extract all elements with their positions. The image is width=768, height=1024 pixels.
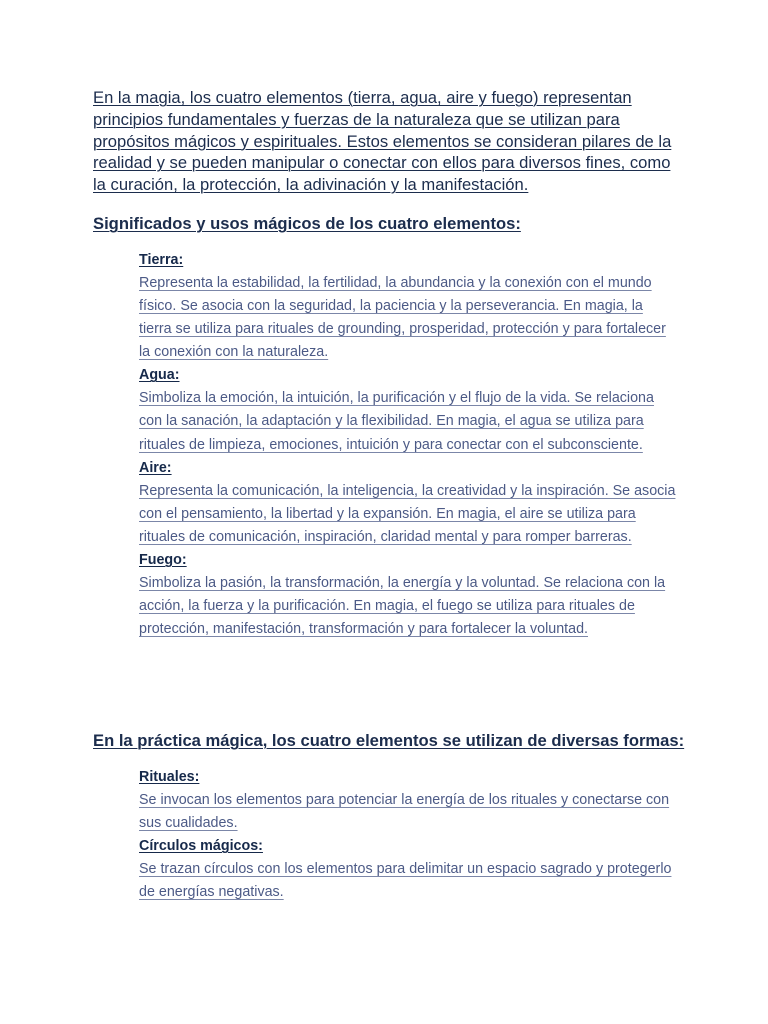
item-description: Simboliza la pasión, la transformación, la energía y la voluntad. Se relaciona con la acción, la fuerza y la purificación. En magia, el fuego se utiliza para rituales de protección, manifestación, transformación y para fortalecer la voluntad. (139, 574, 666, 638)
intro-paragraph: En la magia, los cuatro elementos (tierra, agua, aire y fuego) representan principios fundamentales y fuerzas de la naturaleza que se utilizan para propósitos mágicos y espirituales. Estos elementos se consideran pilares de la realidad y se pueden manipular o conectar con ellos para diversos fines, como la curación, la protección, la adivinación y la manifestación. (93, 88, 672, 195)
item-title: Círculos mágicos: (139, 838, 263, 855)
list-item-agua (139, 364, 679, 456)
item-description: Se trazan círculos con los elementos para delimitar un espacio sagrado y protegerlo de energías negativas. (139, 861, 672, 901)
item-description: Simboliza la emoción, la intuición, la purificación y el flujo de la vida. Se relaciona con la sanación, la adaptación y la flexibilidad. En magia, el agua se utiliza para rituales de limpieza, emociones, intuición y para conectar con el subconsciente. (139, 390, 654, 453)
practice-list (139, 766, 679, 904)
list-item-tierra (139, 249, 679, 364)
item-description: Se invocan los elementos para potenciar la energía de los rituales y conectarse con sus cualidades. (139, 792, 670, 832)
list-item-fuego (139, 549, 679, 641)
list-item-rituales (139, 766, 679, 835)
item-description: Representa la comunicación, la inteligencia, la creatividad y la inspiración. Se asocia con el pensamiento, la libertad y la expansión. En magia, el aire se utiliza para rituales de comunicación, inspiración, claridad mental y para romper barreras. (139, 482, 676, 545)
item-title: Rituales: (139, 769, 200, 785)
item-title: Agua: (139, 367, 180, 384)
item-title: Tierra: (139, 252, 184, 268)
list-item-aire (139, 457, 679, 549)
item-title: Fuego: (139, 551, 187, 568)
item-title: Aire: (139, 459, 172, 476)
elements-list (139, 249, 679, 641)
item-description: Representa la estabilidad, la fertilidad, la abundancia y la conexión con el mundo físico. Se asocia con la seguridad, la paciencia y la perseverancia. En magia, la tierra se utiliza para rituales de grounding, prosperidad, protección y para fortalecer la conexión con la naturaleza. (139, 275, 666, 361)
section-heading-practice: En la práctica mágica, los cuatro elementos se utilizan de diversas formas: (93, 731, 685, 750)
section-heading-meanings: Significados y usos mágicos de los cuatro elementos: (93, 214, 521, 233)
list-item-circulos-magicos (139, 835, 679, 904)
